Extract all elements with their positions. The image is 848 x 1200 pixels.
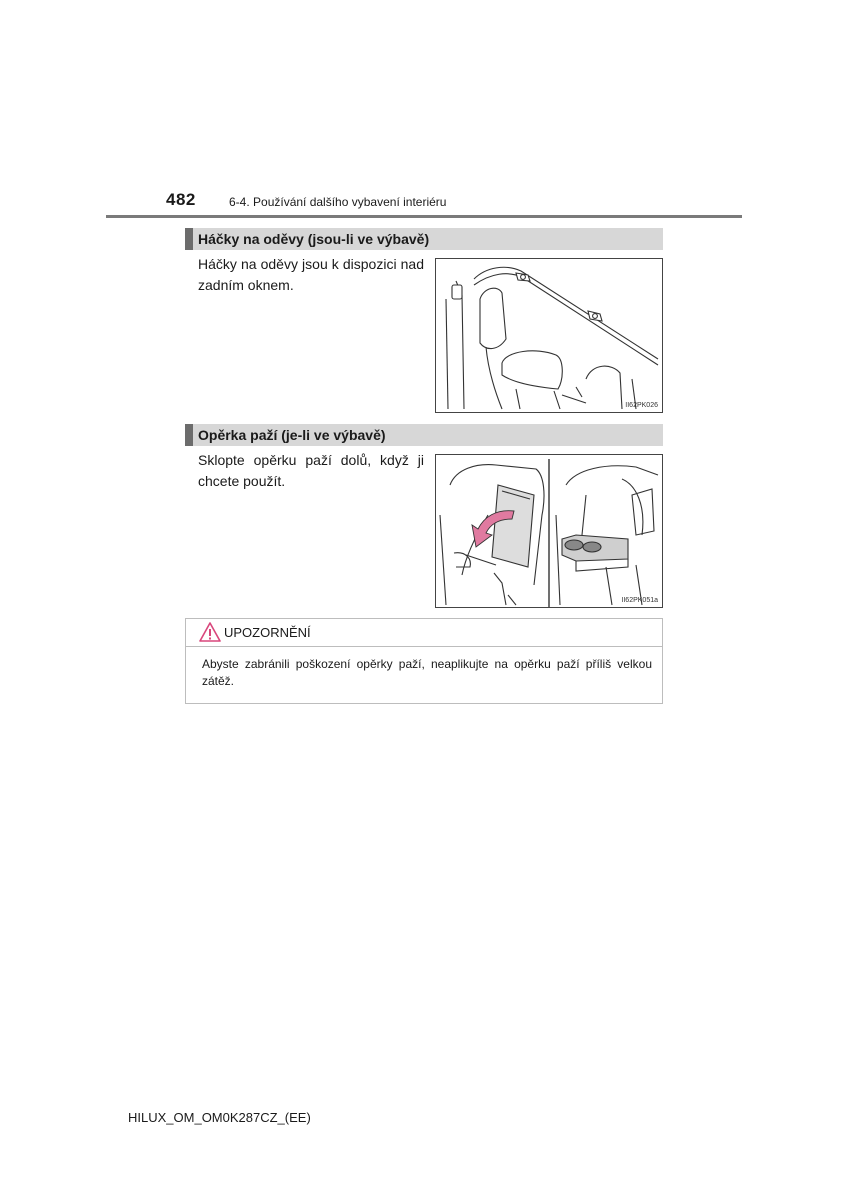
warning-triangle-icon [198, 621, 222, 643]
section-heading-text: Opěrka paží (je-li ve výbavě) [198, 427, 386, 443]
clothes-hooks-illustration [436, 259, 662, 412]
figure-armrest [435, 454, 663, 608]
caution-title: UPOZORNĚNÍ [224, 625, 311, 640]
section-heading-clothes-hooks [185, 228, 663, 250]
figure-clothes-hooks [435, 258, 663, 413]
running-title: 6-4. Používání dalšího vybavení interiéru [229, 195, 447, 209]
figure-code: II62PK051a [621, 597, 658, 604]
armrest-illustration [436, 455, 662, 607]
footer-document-code: HILUX_OM_OM0K287CZ_(EE) [128, 1110, 311, 1125]
section-heading-text: Háčky na oděvy (jsou-li ve výbavě) [198, 231, 430, 247]
figure-code: II62PK026 [625, 402, 658, 409]
section-heading-armrest [185, 424, 663, 446]
section-text-clothes-hooks: Háčky na oděvy jsou k dispozici nad zadním oknem. [198, 256, 424, 293]
section-text-armrest: Sklopte opěrku paží dolů, když ji chcete použít. [198, 452, 424, 489]
page-number: 482 [166, 190, 196, 209]
caution-header [186, 619, 662, 647]
caution-text: Abyste zabránili poškození opěrky paží, neaplikujte na opěrku paží příliš velkou zátěž. [202, 657, 652, 688]
header-rule [106, 215, 742, 218]
caution-box [185, 618, 663, 704]
